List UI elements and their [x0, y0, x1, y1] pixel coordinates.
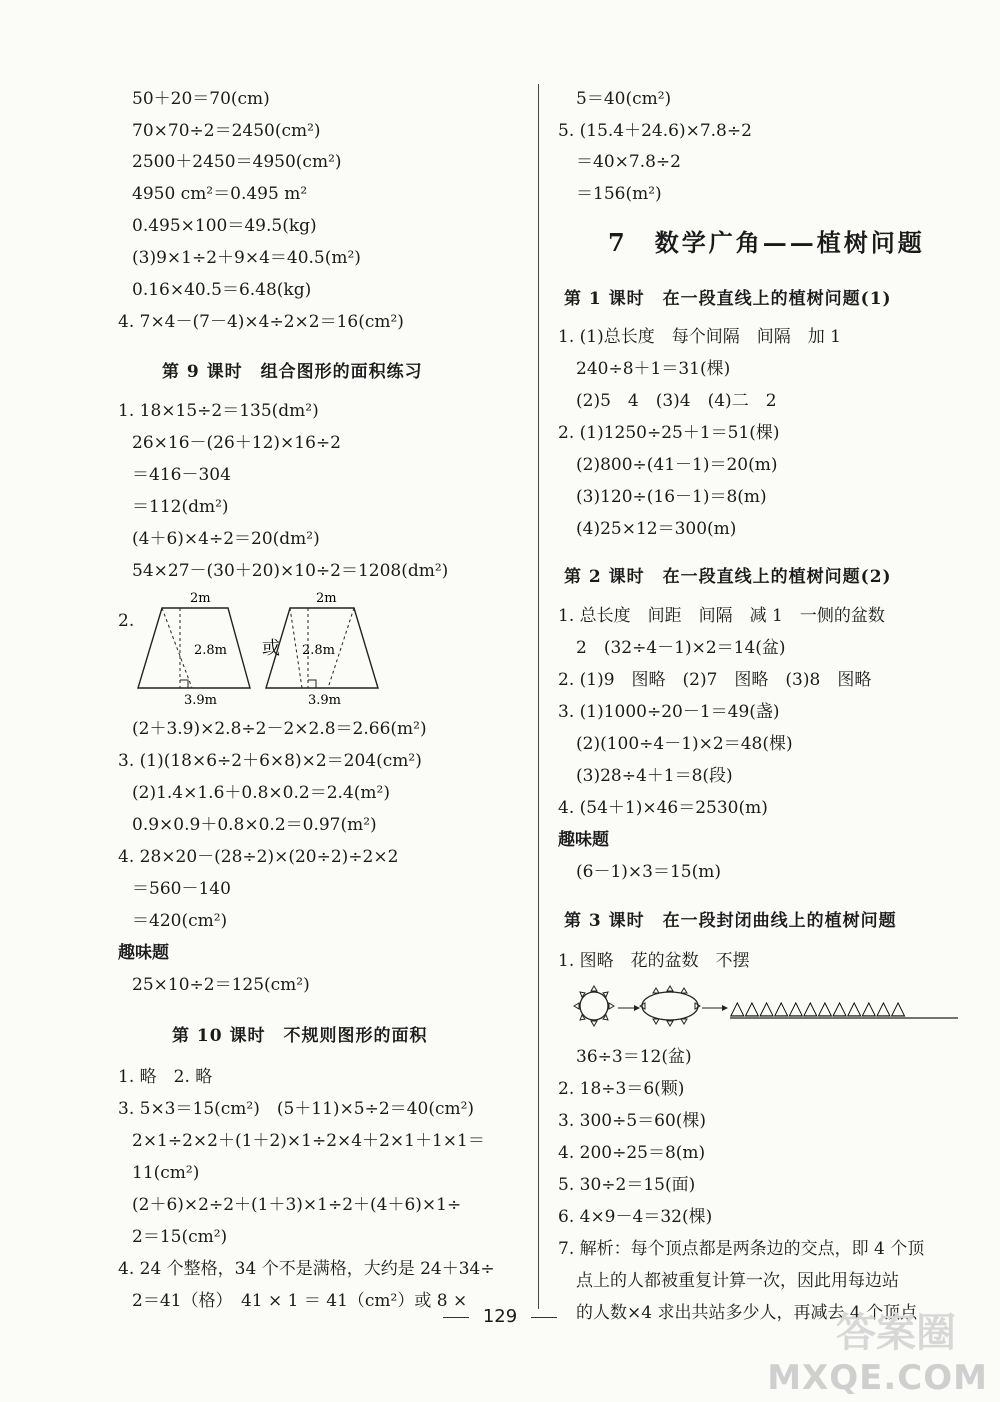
page-number: 129 — [482, 1306, 518, 1327]
watermark: MXQE.COM — [767, 1358, 988, 1398]
answer-line: 50＋20＝70(cm) — [132, 89, 270, 109]
answer-line: (3)120÷(16－1)＝8(m) — [576, 487, 767, 507]
fun-problem-label: 趣味题 — [558, 830, 609, 850]
answer-line: (2)1.4×1.6＋0.8×0.2＝2.4(m²) — [132, 783, 390, 803]
answer-line: 2. (1)9 图略 (2)7 图略 (3)8 图略 — [558, 670, 872, 690]
lesson-3-heading: 第 3 课时 在一段封闭曲线上的植树问题 — [564, 911, 897, 931]
lesson-10-heading: 第 10 课时 不规则图形的面积 — [172, 1026, 428, 1046]
answer-line: 25×10÷2＝125(cm²) — [132, 975, 310, 995]
footer-dash-left — [443, 1317, 469, 1318]
answer-line: 7. 解析：每个顶点都是两条边的交点，即 4 个顶 — [558, 1239, 925, 1259]
answer-line: ＝560－140 — [132, 879, 231, 899]
answer-line: 54×27－(30＋20)×10÷2＝1208(dm²) — [132, 561, 449, 581]
triangle-row: △△△△△△△△△△△△ — [730, 997, 906, 1019]
answer-line: 1. 略 2. 略 — [118, 1067, 213, 1087]
answer-line: 4. 24 个整格，34 个不是满格，大约是 24＋34÷ — [118, 1259, 495, 1279]
answer-line: (2＋3.9)×2.8÷2－2×2.8＝2.66(m²) — [132, 719, 427, 739]
answer-line: 2. 18÷3＝6(颗) — [558, 1079, 685, 1099]
or-label: 或 — [262, 638, 280, 659]
height-label: 2.8m — [302, 643, 336, 658]
answer-line: 2＝41（格） 41 × 1 ＝ 41（cm²）或 8 × — [132, 1291, 468, 1311]
answer-line: ＝420(cm²) — [132, 911, 228, 931]
lesson-2-heading: 第 2 课时 在一段直线上的植树问题(2) — [564, 567, 892, 587]
answer-line: (4)25×12＝300(m) — [576, 519, 737, 539]
answer-line: 3. 5×3＝15(cm²) (5＋11)×5÷2＝40(cm²) — [118, 1099, 475, 1119]
answer-line: 2＝15(cm²) — [132, 1227, 228, 1247]
answer-line: 2500＋2450＝4950(cm²) — [132, 152, 342, 172]
answer-line: 2. (1)1250÷25＋1＝51(棵) — [558, 423, 780, 443]
answer-line: 5. (15.4＋24.6)×7.8÷2 — [558, 121, 752, 141]
answer-line: (2)(100÷4－1)×2＝48(棵) — [576, 734, 793, 754]
answer-line: 0.16×40.5＝6.48(kg) — [132, 280, 312, 300]
answer-line: 4. (54＋1)×46＝2530(m) — [558, 798, 768, 818]
answer-line: ＝40×7.8÷2 — [576, 152, 681, 172]
answer-line: 6. 4×9－4＝32(棵) — [558, 1207, 713, 1227]
answer-line: 36÷3＝12(盆) — [576, 1047, 692, 1067]
trapezoid-figure-2 — [266, 591, 378, 708]
lesson-9-heading: 第 9 课时 组合图形的面积练习 — [162, 362, 423, 382]
bottom-length-label: 3.9m — [184, 693, 218, 708]
answer-line: 1. 总长度 间距 间隔 减 1 一侧的盆数 — [558, 606, 885, 626]
answer-line: 1. (1)总长度 每个间隔 间隔 加 1 — [558, 327, 841, 347]
height-label: 2.8m — [194, 643, 228, 658]
answer-line: (2)5 4 (3)4 (4)二 2 — [576, 391, 777, 411]
answer-line: (6－1)×3＝15(m) — [576, 862, 721, 882]
answer-line: 4. 200÷25＝8(m) — [558, 1143, 706, 1163]
answer-line: ＝416－304 — [132, 465, 231, 485]
column-divider — [538, 84, 539, 1309]
chapter-title: 7 数学广角——植树问题 — [608, 228, 925, 257]
lesson-1-heading: 第 1 课时 在一段直线上的植树问题(1) — [564, 289, 892, 309]
answer-line: (3)28÷4＋1＝8(段) — [576, 766, 733, 786]
answer-line: 4. 7×4－(7－4)×4÷2×2＝16(cm²) — [118, 312, 404, 332]
footer-dash-right — [531, 1317, 557, 1318]
fun-problem-label: 趣味题 — [118, 943, 169, 963]
answer-line: 5＝40(cm²) — [576, 89, 672, 109]
answer-line: 4. 28×20－(28÷2)×(20÷2)÷2×2 — [118, 847, 399, 867]
answer-line: 11(cm²) — [132, 1163, 200, 1183]
watermark-logo: 答案圈 — [836, 1310, 956, 1356]
answer-line: ＝156(m²) — [576, 184, 662, 204]
answer-line: (2＋6)×2÷2＋(1＋3)×1÷2＋(4＋6)×1÷ — [132, 1195, 462, 1215]
trapezoid-figure-1 — [138, 591, 250, 708]
answer-line: 0.9×0.9＋0.8×0.2＝0.97(m²) — [132, 815, 377, 835]
ellipse-figure — [640, 986, 700, 1026]
answer-line: (4＋6)×4÷2＝20(dm²) — [132, 529, 320, 549]
answer-line: 240÷8＋1＝31(棵) — [576, 359, 731, 379]
closed-curve-diagram — [572, 978, 962, 1036]
answer-line: 的人数×4 求出共站多少人，再减去 4 个顶点 — [576, 1303, 918, 1323]
answer-line: 5. 30÷2＝15(面) — [558, 1175, 696, 1195]
answer-line: 26×16－(26＋12)×16÷2 — [132, 433, 341, 453]
answer-line: 点上的人都被重复计算一次，因此用每边站 — [576, 1271, 899, 1291]
answer-line: 3. (1)(18×6÷2＋6×8)×2＝204(cm²) — [118, 751, 422, 771]
answer-line: 2 (32÷4－1)×2＝14(盆) — [576, 638, 786, 658]
answer-line: 4950 cm²＝0.495 m² — [132, 184, 308, 204]
top-length-label: 2m — [316, 591, 337, 606]
answer-line: (3)9×1÷2＋9×4＝40.5(m²) — [132, 248, 361, 268]
question-number: 2. — [118, 611, 135, 631]
answer-line: 2×1÷2×2＋(1＋2)×1÷2×4＋2×1＋1×1＝ — [132, 1131, 485, 1151]
answer-line: 3. 300÷5＝60(棵) — [558, 1111, 707, 1131]
answer-line: 70×70÷2＝2450(cm²) — [132, 121, 321, 141]
top-length-label: 2m — [190, 591, 211, 606]
bottom-length-label: 3.9m — [308, 693, 342, 708]
trapezoid-figures — [132, 588, 392, 708]
answer-line: ＝112(dm²) — [132, 497, 229, 517]
answer-line: 1. 18×15÷2＝135(dm²) — [118, 401, 319, 421]
circle-figure — [574, 986, 614, 1026]
answer-line: 0.495×100＝49.5(kg) — [132, 216, 317, 236]
answer-line: 1. 图略 花的盆数 不摆 — [558, 951, 750, 971]
answer-line: (2)800÷(41－1)＝20(m) — [576, 455, 778, 475]
answer-line: 3. (1)1000÷20－1＝49(盏) — [558, 702, 780, 722]
